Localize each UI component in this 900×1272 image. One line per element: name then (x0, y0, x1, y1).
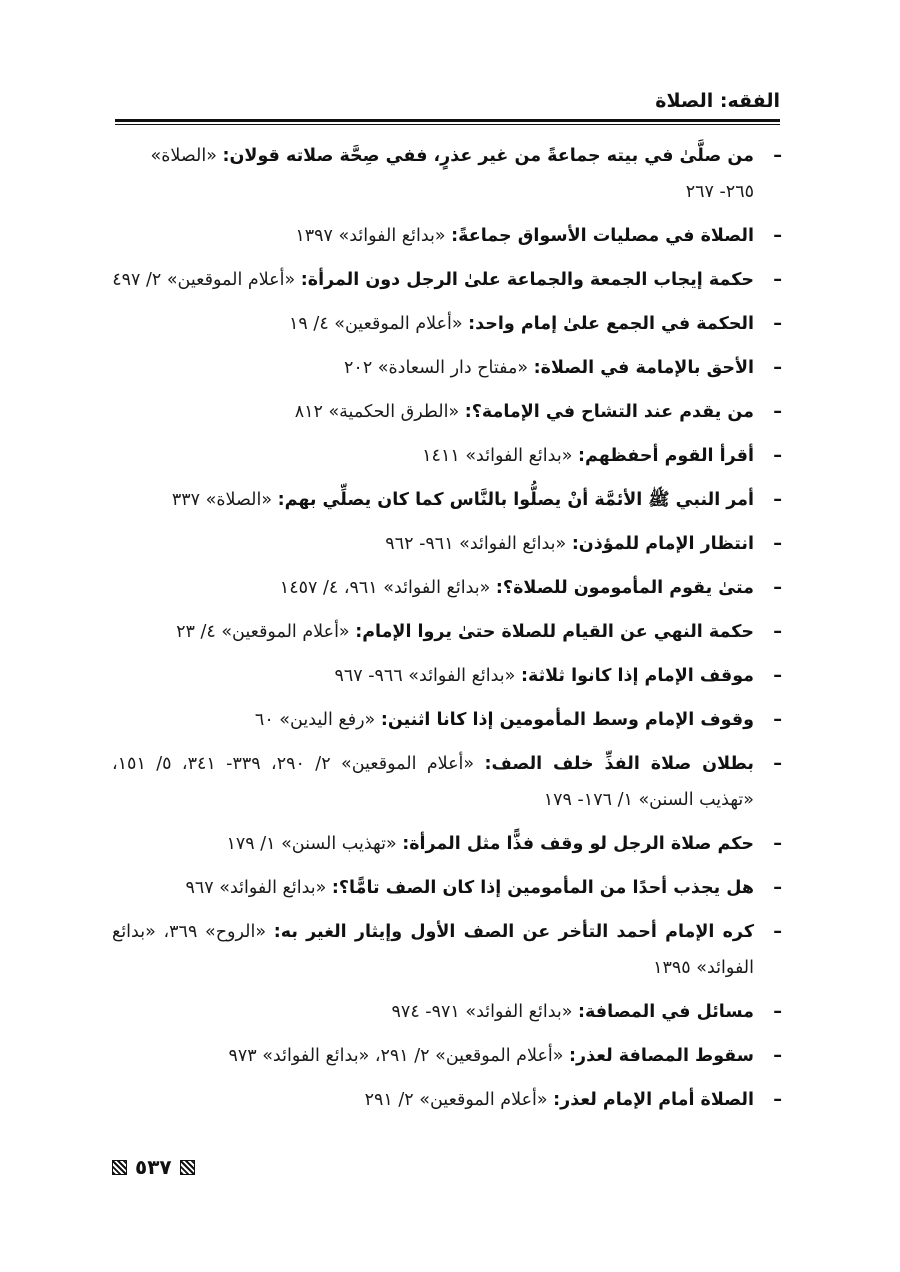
entry-topic: حكمة النهي عن القيام للصلاة حتىٰ يروا الإمام: (355, 622, 754, 642)
entry-dash: – (773, 1046, 782, 1066)
entry-reference: «أعلام الموقعين» ٤/ ٢٣ (176, 622, 356, 642)
index-entry (112, 702, 782, 738)
index-entry (112, 1038, 782, 1074)
entry-dash: – (773, 1090, 782, 1110)
entry-dash: – (773, 358, 782, 378)
index-entry (112, 138, 782, 210)
entry-reference: «مفتاح دار السعادة» ٢٠٢ (344, 358, 534, 378)
entry-topic: بطلان صلاة الفذِّ خلف الصف: (484, 754, 755, 774)
entry-topic: حكم صلاة الرجل لو وقف فذًّا مثل المرأة: (402, 834, 754, 854)
page-footer (112, 1152, 195, 1182)
entry-dash: – (773, 834, 782, 854)
entry-dash: – (773, 226, 782, 246)
entry-reference: «بدائع الفوائد» ٩٧١- ٩٧٤ (391, 1002, 579, 1022)
entry-topic: الأحق بالإمامة في الصلاة: (533, 358, 754, 378)
entry-topic: أمر النبي ﷺ الأئمَّة أنْ يصلُّوا بالنَّاس كما كان يصلِّي بهم: (277, 490, 754, 510)
entry-topic: كره الإمام أحمد التأخر عن الصف الأول وإيثار الغير به: (273, 922, 754, 942)
entry-topic: مسائل في المصافة: (578, 1002, 754, 1022)
entry-topic: وقوف الإمام وسط المأمومين إذا كانا اثنين: (380, 710, 754, 730)
entry-reference: «بدائع الفوائد» ٩٦١- ٩٦٢ (385, 534, 572, 554)
entry-dash: – (773, 446, 782, 466)
entry-dash: – (773, 878, 782, 898)
page-header (115, 90, 780, 126)
index-entry (112, 526, 782, 562)
entry-dash: – (773, 1002, 782, 1022)
entry-reference: «بدائع الفوائد» ١٤١١ (422, 446, 578, 466)
entry-dash: – (773, 146, 782, 166)
entry-reference: «رفع اليدين» ٦٠ (254, 710, 381, 730)
index-entry (112, 262, 782, 298)
header-rule-thick (115, 119, 780, 122)
entry-topic: أقرأ القوم أحفظهم: (577, 446, 754, 466)
index-entry (112, 438, 782, 474)
index-entry (112, 306, 782, 342)
entry-reference: «الصلاة» ٢٦٥- ٢٦٧ (150, 146, 754, 202)
entry-topic: موقف الإمام إذا كانوا ثلاثة: (520, 666, 754, 686)
entry-reference: «بدائع الفوائد» ١٣٩٧ (295, 226, 452, 246)
entry-topic: انتظار الإمام للمؤذن: (571, 534, 754, 554)
entry-reference: «أعلام الموقعين» ٢/ ٢٩١، «بدائع الفوائد» ٩٧٣ (228, 1046, 570, 1066)
index-entry-list (112, 138, 782, 1126)
entry-topic: سقوط المصافة لعذر: (569, 1046, 754, 1066)
entry-reference: «أعلام الموقعين» ٤/ ١٩ (289, 314, 469, 334)
entry-dash: – (773, 922, 782, 942)
header-rule-thin (115, 124, 780, 125)
index-entry (112, 994, 782, 1030)
entry-topic: متىٰ يقوم المأمومون للصلاة؟: (495, 578, 754, 598)
entry-reference: «بدائع الفوائد» ٩٦١، ٤/ ١٤٥٧ (279, 578, 496, 598)
entry-dash: – (773, 710, 782, 730)
entry-reference: «أعلام الموقعين» ٢/ ٤٩٧ (112, 270, 301, 290)
page-number: ٥٣٧ (135, 1155, 172, 1179)
entry-reference: «الصلاة» ٣٣٧ (171, 490, 278, 510)
entry-reference: «أعلام الموقعين» ٢/ ٢٩٠، ٣٣٩- ٣٤١، ٥/ ١٥١، «تهذيب السنن» ١/ ١٧٦- ١٧٩ (112, 754, 754, 810)
index-entry (112, 614, 782, 650)
entry-topic: من صلَّىٰ في بيته جماعةً من غير عذرٍ، ففي صِحَّة صلاته قولان: (222, 146, 754, 166)
entry-reference: «تهذيب السنن» ١/ ١٧٩ (226, 834, 403, 854)
ornament-icon (112, 1160, 127, 1175)
index-entry (112, 914, 782, 986)
entry-dash: – (773, 578, 782, 598)
entry-topic: حكمة إيجاب الجمعة والجماعة علىٰ الرجل دون المرأة: (300, 270, 754, 290)
index-entry (112, 870, 782, 906)
index-entry (112, 350, 782, 386)
entry-topic: الصلاة في مصليات الأسواق جماعةً: (451, 226, 754, 246)
entry-dash: – (773, 754, 782, 774)
entry-topic: الحكمة في الجمع علىٰ إمام واحد: (468, 314, 754, 334)
entry-dash: – (773, 666, 782, 686)
entry-reference: «بدائع الفوائد» ٩٦٦- ٩٦٧ (334, 666, 521, 686)
index-entry (112, 482, 782, 518)
ornament-icon (180, 1160, 195, 1175)
entry-dash: – (773, 490, 782, 510)
entry-dash: – (773, 622, 782, 642)
entry-dash: – (773, 534, 782, 554)
entry-reference: «الطرق الحكمية» ٨١٢ (294, 402, 465, 422)
entry-dash: – (773, 270, 782, 290)
page-title: الفقه: الصلاة (655, 90, 780, 112)
index-entry (112, 1082, 782, 1118)
entry-reference: «بدائع الفوائد» ٩٦٧ (185, 878, 332, 898)
entry-topic: هل يجذب أحدًا من المأمومين إذا كان الصف تامًّا؟: (331, 878, 754, 898)
entry-dash: – (773, 314, 782, 334)
index-entry (112, 394, 782, 430)
index-entry (112, 658, 782, 694)
index-entry (112, 218, 782, 254)
entry-topic: الصلاة أمام الإمام لعذر: (553, 1090, 754, 1110)
index-entry (112, 826, 782, 862)
index-entry (112, 570, 782, 606)
entry-reference: «أعلام الموقعين» ٢/ ٢٩١ (364, 1090, 554, 1110)
entry-reference: «الروح» ٣٦٩، «بدائع الفوائد» ١٣٩٥ (112, 922, 754, 978)
index-entry (112, 746, 782, 818)
entry-topic: من يقدم عند التشاح في الإمامة؟: (464, 402, 754, 422)
entry-dash: – (773, 402, 782, 422)
